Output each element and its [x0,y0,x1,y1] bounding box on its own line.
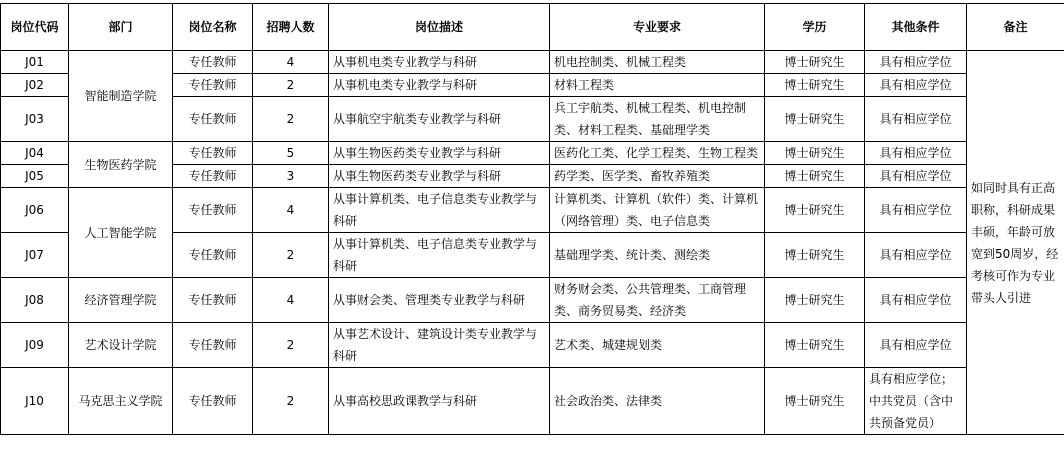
cell-title: 专任教师 [173,165,253,188]
cell-title: 专任教师 [173,142,253,165]
header-note: 备注 [967,4,1064,51]
cell-edu: 博士研究生 [765,165,865,188]
header-row [1,4,1064,51]
cell-edu: 博士研究生 [765,368,865,435]
cell-dept: 智能制造学院 [69,51,173,142]
cell-other: 具有相应学位 [865,188,967,233]
cell-other: 具有相应学位 [865,51,967,74]
cell-dept: 经济管理学院 [69,278,173,323]
cell-desc: 从事计算机类、电子信息类专业教学与科研 [329,188,550,233]
cell-dept: 马克思主义学院 [69,368,173,435]
cell-other: 具有相应学位 [865,97,967,142]
cell-count: 2 [253,97,329,142]
cell-desc: 从事生物医药类专业教学与科研 [329,142,550,165]
table-row [1,188,1064,233]
cell-code: J01 [1,51,69,74]
cell-code: J08 [1,278,69,323]
cell-count: 4 [253,278,329,323]
table-row [1,323,1064,368]
cell-major: 药学类、医学类、畜牧养殖类 [550,165,765,188]
cell-code: J06 [1,188,69,233]
cell-title: 专任教师 [173,278,253,323]
cell-count: 2 [253,368,329,435]
header-title: 岗位名称 [173,4,253,51]
cell-desc: 从事机电类专业教学与科研 [329,74,550,97]
cell-count: 4 [253,51,329,74]
cell-major: 计算机类、计算机（软件）类、计算机（网络管理）类、电子信息类 [550,188,765,233]
cell-other: 具有相应学位 [865,165,967,188]
cell-major: 财务财会类、公共管理类、工商管理类、商务贸易类、经济类 [550,278,765,323]
cell-edu: 博士研究生 [765,233,865,278]
cell-other: 具有相应学位 [865,323,967,368]
cell-desc: 从事财会类、管理类专业教学与科研 [329,278,550,323]
cell-code: J02 [1,74,69,97]
cell-code: J09 [1,323,69,368]
cell-count: 3 [253,165,329,188]
cell-title: 专任教师 [173,323,253,368]
cell-edu: 博士研究生 [765,51,865,74]
cell-count: 2 [253,74,329,97]
cell-other: 具有相应学位 [865,233,967,278]
cell-title: 专任教师 [173,74,253,97]
cell-note: 如同时具有正高职称，科研成果丰硕，年龄可放宽到50周岁，经考核可作为专业带头人引进 [967,51,1064,435]
cell-edu: 博士研究生 [765,323,865,368]
cell-desc: 从事艺术设计、建筑设计类专业教学与科研 [329,323,550,368]
cell-other: 具有相应学位 [865,278,967,323]
cell-title: 专任教师 [173,51,253,74]
table-row [1,368,1064,435]
cell-dept: 艺术设计学院 [69,323,173,368]
cell-code: J10 [1,368,69,435]
header-desc: 岗位描述 [329,4,550,51]
cell-title: 专任教师 [173,368,253,435]
recruitment-table [0,3,1064,435]
cell-count: 5 [253,142,329,165]
cell-dept: 人工智能学院 [69,188,173,278]
cell-title: 专任教师 [173,97,253,142]
cell-major: 社会政治类、法律类 [550,368,765,435]
header-other: 其他条件 [865,4,967,51]
cell-major: 基础理学类、统计类、测绘类 [550,233,765,278]
cell-title: 专任教师 [173,188,253,233]
cell-major: 艺术类、城建规划类 [550,323,765,368]
cell-other: 具有相应学位；中共党员（含中共预备党员） [865,368,967,435]
cell-major: 兵工宇航类、机械工程类、机电控制类、材料工程类、基础理学类 [550,97,765,142]
cell-code: J07 [1,233,69,278]
header-major: 专业要求 [550,4,765,51]
cell-count: 4 [253,188,329,233]
cell-desc: 从事高校思政课教学与科研 [329,368,550,435]
cell-desc: 从事生物医药类专业教学与科研 [329,165,550,188]
cell-desc: 从事航空宇航类专业教学与科研 [329,97,550,142]
cell-dept: 生物医药学院 [69,142,173,188]
cell-edu: 博士研究生 [765,188,865,233]
cell-major: 材料工程类 [550,74,765,97]
cell-count: 2 [253,323,329,368]
cell-code: J05 [1,165,69,188]
cell-major: 医药化工类、化学工程类、生物工程类 [550,142,765,165]
cell-major: 机电控制类、机械工程类 [550,51,765,74]
cell-code: J04 [1,142,69,165]
cell-title: 专任教师 [173,233,253,278]
header-count: 招聘人数 [253,4,329,51]
cell-desc: 从事机电类专业教学与科研 [329,51,550,74]
cell-code: J03 [1,97,69,142]
cell-edu: 博士研究生 [765,97,865,142]
table-row [1,51,1064,74]
cell-other: 具有相应学位 [865,74,967,97]
table-row [1,278,1064,323]
cell-count: 2 [253,233,329,278]
header-code: 岗位代码 [1,4,69,51]
cell-edu: 博士研究生 [765,278,865,323]
cell-edu: 博士研究生 [765,74,865,97]
cell-other: 具有相应学位 [865,142,967,165]
header-dept: 部门 [69,4,173,51]
cell-edu: 博士研究生 [765,142,865,165]
cell-desc: 从事计算机类、电子信息类专业教学与科研 [329,233,550,278]
table-row [1,142,1064,165]
header-edu: 学历 [765,4,865,51]
